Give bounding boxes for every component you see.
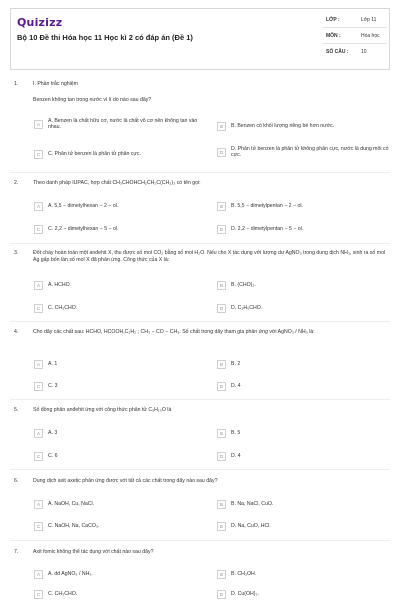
option-letter-box: B	[217, 570, 226, 579]
class-value: Lớp 11	[361, 17, 377, 23]
question-text: Axit fomic không thể tác dụng với chất nào sau đây?	[33, 549, 154, 555]
answer-option-c[interactable]	[34, 379, 209, 393]
question-number: 6.	[14, 478, 19, 484]
answer-option-b[interactable]	[217, 426, 392, 440]
question-number: 1.	[14, 81, 19, 87]
option-text: D. 4	[231, 452, 241, 459]
quizizz-logo: Quizizz	[17, 16, 63, 29]
question-number: 3.	[14, 250, 19, 256]
question-number: 2.	[14, 180, 19, 186]
divider	[10, 321, 390, 322]
option-letter-box: D	[217, 522, 226, 531]
option-text: C. NaOH, Na, CaCO₃.	[48, 522, 100, 529]
option-letter-box: B	[217, 360, 226, 369]
option-letter-box: C	[34, 590, 43, 599]
option-letter-box: A	[34, 202, 43, 211]
answer-option-b[interactable]	[217, 199, 392, 213]
answer-option-d[interactable]	[217, 519, 392, 533]
option-text: B. 5	[231, 429, 241, 436]
subject-value: Hóa học	[361, 33, 380, 39]
answer-option-a[interactable]	[34, 357, 209, 371]
answer-option-b[interactable]	[217, 567, 392, 581]
option-text: D. Cu(OH)₂.	[231, 590, 259, 597]
option-letter-box: B	[217, 281, 226, 290]
option-text: C. CH₃CHO.	[48, 590, 78, 597]
option-text: D. Na, CuO, HCl.	[231, 522, 271, 529]
option-text: A. HCHO.	[48, 281, 72, 288]
answer-option-d[interactable]	[217, 449, 392, 463]
question-number: 5.	[14, 407, 19, 413]
option-text: A. 5,5 − dimetylhexan − 2 − ol.	[48, 202, 119, 209]
option-text: C. Phân tử benzen là phân tử phân cực.	[48, 150, 141, 157]
option-letter-box: A	[34, 570, 43, 579]
option-letter-box: A	[34, 120, 43, 129]
option-letter-box: D	[217, 148, 226, 157]
divider	[10, 399, 390, 400]
option-letter-box: C	[34, 382, 43, 391]
divider	[10, 540, 390, 541]
option-letter-box: D	[217, 304, 226, 313]
page-title: Bộ 10 Đề thi Hóa học 11 Học kì 2 có đáp án (Đề 1)	[17, 33, 193, 42]
option-text: C. 6	[48, 452, 58, 459]
option-text: C. CH₃CHO.	[48, 304, 78, 311]
question-number: 4.	[14, 329, 19, 335]
option-letter-box: B	[217, 429, 226, 438]
option-letter-box: D	[217, 452, 226, 461]
section-heading: I. Phần trắc nghiệm	[33, 81, 78, 87]
question-number: 7.	[14, 549, 19, 555]
subject-label: MÔN :	[326, 33, 341, 39]
answer-option-c[interactable]	[34, 449, 209, 463]
option-letter-box: D	[217, 590, 226, 599]
option-letter-box: B	[217, 202, 226, 211]
option-text: D. Phân tử benzen là phân tử không phân cực, nước là dung môi có cực.	[231, 145, 389, 158]
question-text: Dung dịch axit axetic phản ứng được với tất cả các chất trong dãy nào sau đây?	[33, 478, 218, 484]
answer-option-d[interactable]	[217, 587, 392, 600]
option-text: A. 3	[48, 429, 58, 436]
question-text: Số đồng phân anđehit ứng với công thức phân tử C₅H₁₀O là	[33, 407, 172, 413]
option-letter-box: A	[34, 360, 43, 369]
option-text: A. 1	[48, 360, 58, 367]
divider	[10, 243, 390, 244]
option-text: B. Benzen có khối lượng riêng bé hơn nước.	[231, 122, 335, 129]
option-text: B. 5,5 − dimetylpentan − 2 − ol.	[231, 202, 303, 209]
question-text: Benzen không tan trong nước vì lí do nào sau đây?	[33, 97, 152, 103]
answer-option-a[interactable]	[34, 199, 209, 213]
answer-option-c[interactable]	[34, 301, 209, 315]
option-text: A. Benzen là chất hữu cơ, nước là chất vô cơ nên không tan vào nhau.	[48, 117, 198, 130]
option-letter-box: D	[217, 382, 226, 391]
answer-option-a[interactable]	[34, 426, 209, 440]
answer-option-a[interactable]	[34, 497, 209, 511]
divider	[323, 27, 387, 28]
option-text: B. 2	[231, 360, 241, 367]
option-text: C. 2,2 − dimetylhexan − 5 − ol.	[48, 225, 119, 232]
answer-option-c[interactable]	[34, 147, 209, 161]
answer-option-b[interactable]	[217, 357, 392, 371]
option-text: B. Na, NaCl, CuO.	[231, 500, 274, 507]
answer-option-d[interactable]	[217, 145, 392, 159]
question-text: Đốt cháy hoàn toàn một anđehit X, thu được số mol CO₂ bằng số mol H₂O. Nếu cho X tác dụng với lượng dư AgNO₃ trong dung dịch NH₃, sinh ra số mol Ag gấp bốn lần số mol X đã phản ứng. Công thức của X là:	[33, 250, 386, 263]
option-letter-box: C	[34, 304, 43, 313]
answer-option-a[interactable]	[34, 567, 209, 581]
question-text: Theo danh pháp IUPAC, hợp chất CH₃CHOHCH₂CH₂C(CH₃)₃ có tên gọi:	[33, 180, 201, 186]
answer-option-c[interactable]	[34, 519, 209, 533]
option-letter-box: A	[34, 500, 43, 509]
option-text: A. NaOH, Cu, NaCl.	[48, 500, 95, 507]
answer-option-b[interactable]	[217, 497, 392, 511]
answer-option-d[interactable]	[217, 222, 392, 236]
answer-option-d[interactable]	[217, 301, 392, 315]
option-text: C. 3	[48, 382, 58, 389]
option-letter-box: A	[34, 281, 43, 290]
option-text: D. C₂H₅CHO.	[231, 304, 263, 311]
option-letter-box: B	[217, 500, 226, 509]
option-text: B. CH₃OH.	[231, 570, 257, 577]
option-letter-box: D	[217, 225, 226, 234]
option-letter-box: C	[34, 452, 43, 461]
worksheet-header	[10, 8, 390, 70]
answer-option-a[interactable]	[34, 278, 209, 292]
option-text: D. 4	[231, 382, 241, 389]
question-count-label: SỐ CÂU :	[326, 49, 349, 55]
question-count-value: 10	[361, 49, 367, 55]
class-label: LỚP :	[326, 17, 340, 23]
question-text: Cho dãy các chất sau: HCHO, HCOOH,C₂H₂ ; CH₃ − CO − CH₃. Số chất trong dãy tham gia phản ứng với AgNO₃ / NH₃ là:	[33, 329, 315, 335]
option-letter-box: C	[34, 150, 43, 159]
option-text: A. dd AgNO₃ / NH₃.	[48, 570, 93, 577]
option-letter-box: A	[34, 429, 43, 438]
option-letter-box: C	[34, 522, 43, 531]
answer-option-c[interactable]	[34, 587, 209, 600]
divider	[323, 43, 387, 44]
answer-option-b[interactable]	[217, 119, 392, 133]
answer-option-b[interactable]	[217, 278, 392, 292]
divider	[10, 469, 390, 470]
option-letter-box: B	[217, 122, 226, 131]
answer-option-a[interactable]	[34, 117, 209, 131]
option-text: D. 2,2 − dimetylpentan − 5 − ol.	[231, 225, 304, 232]
option-letter-box: C	[34, 225, 43, 234]
answer-option-c[interactable]	[34, 222, 209, 236]
option-text: B. (CHO)₂.	[231, 281, 256, 288]
divider	[10, 172, 390, 173]
answer-option-d[interactable]	[217, 379, 392, 393]
